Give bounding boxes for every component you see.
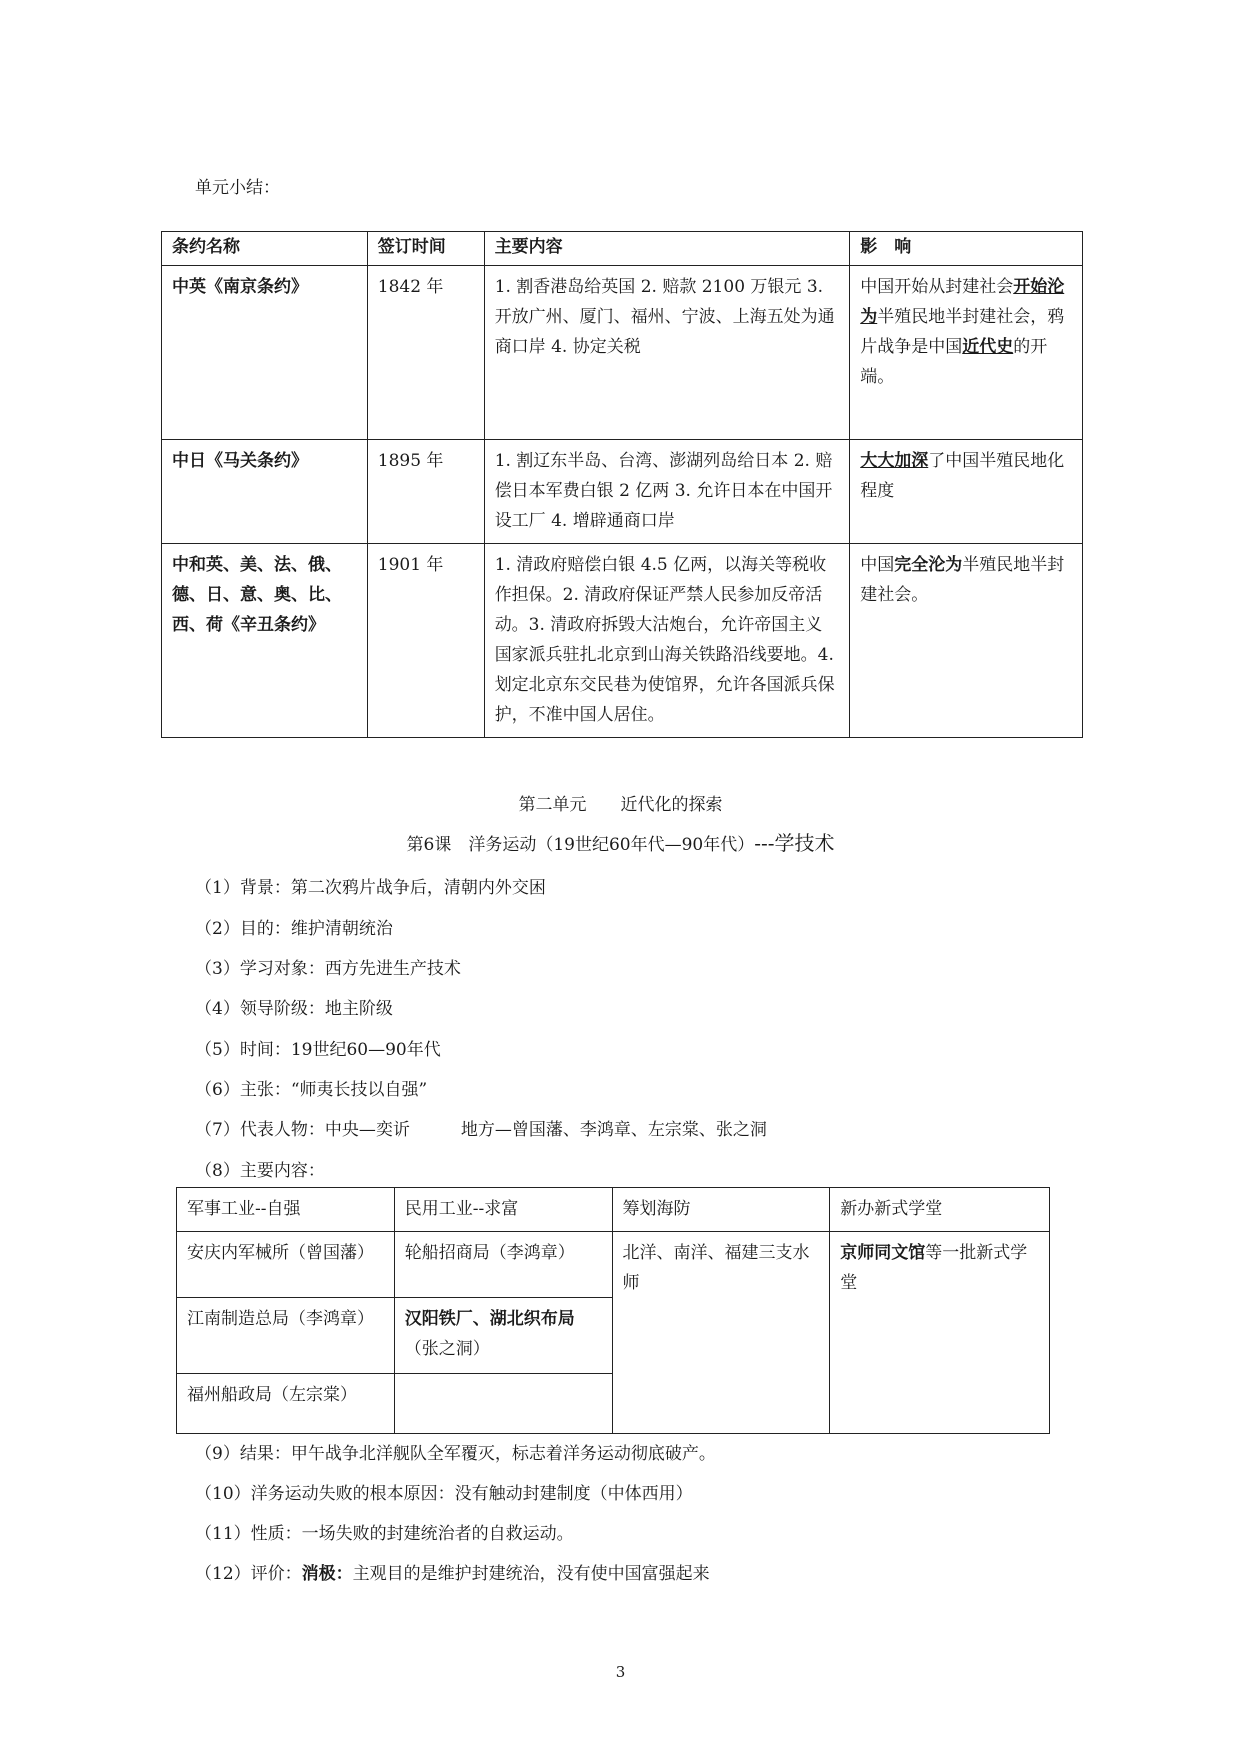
point-nature: （11）性质：一场失败的封建统治者的自救运动。 — [195, 1524, 574, 1544]
unit-title: 第二单元 近代化的探索 — [518, 795, 723, 815]
civil-item: 汉阳铁厂、湖北织布局（张之洞） — [394, 1298, 612, 1374]
table-row — [162, 544, 1083, 738]
civil-empty — [394, 1374, 612, 1434]
treaty-time: 1895 年 — [367, 440, 484, 544]
point-result: （9）结果：甲午战争北洋舰队全军覆灭，标志着洋务运动彻底破产。 — [195, 1444, 716, 1464]
treaty-time: 1842 年 — [367, 266, 484, 440]
table-row — [162, 440, 1083, 544]
header-impact: 影 响 — [850, 232, 1083, 266]
unit-summary-label: 单元小结： — [195, 178, 280, 198]
point-background: （1）背景：第二次鸦片战争后，清朝内外交困 — [195, 878, 546, 898]
header-signing-time: 签订时间 — [367, 232, 484, 266]
treaty-name: 中英《南京条约》 — [162, 266, 368, 440]
treaty-content: 1. 清政府赔偿白银 4.5 亿两，以海关等税收作担保。2. 清政府保证严禁人民参加反帝活动。3. 清政府拆毁大沽炮台，允许帝国主义国家派兵驻扎北京到山海关铁路沿线要地。4. 划定北京东交民巷为使馆界，允许各国派兵保护，不准中国人居住。 — [484, 544, 850, 738]
treaty-time: 1901 年 — [367, 544, 484, 738]
header-main-content: 主要内容 — [484, 232, 850, 266]
treaty-impact: 大大加深了中国半殖民地化程度 — [850, 440, 1083, 544]
military-item: 安庆内军械所（曾国藩） — [177, 1232, 395, 1298]
point-learning-target: （3）学习对象：西方先进生产技术 — [195, 959, 461, 979]
header-military-industry: 军事工业--自强 — [177, 1188, 395, 1232]
treaty-content: 1. 割香港岛给英国 2. 赔款 2100 万银元 3. 开放广州、厦门、福州、宁波、上海五处为通商口岸 4. 协定关税 — [484, 266, 850, 440]
treaty-name: 中日《马关条约》 — [162, 440, 368, 544]
point-main-content: （8）主要内容： — [195, 1161, 325, 1181]
table-row — [177, 1232, 1050, 1298]
header-civil-industry: 民用工业--求富 — [394, 1188, 612, 1232]
table-row — [162, 266, 1083, 440]
page-number: 3 — [615, 1663, 626, 1681]
content-table — [176, 1187, 1050, 1434]
header-naval-defense: 筹划海防 — [612, 1188, 830, 1232]
point-failure-cause: （10）洋务运动失败的根本原因：没有触动封建制度（中体西用） — [195, 1484, 693, 1504]
point-proposition: （6）主张：“师夷长技以自强” — [195, 1080, 428, 1100]
military-item: 福州船政局（左宗棠） — [177, 1374, 395, 1434]
treaty-impact: 中国完全沦为半殖民地半封建社会。 — [850, 544, 1083, 738]
treaty-impact: 中国开始从封建社会开始沦为半殖民地半封建社会，鸦片战争是中国近代史的开端。 — [850, 266, 1083, 440]
civil-item: 轮船招商局（李鸿章） — [394, 1232, 612, 1298]
navy-cell: 北洋、南洋、福建三支水师 — [612, 1232, 830, 1434]
military-item: 江南制造总局（李鸿章） — [177, 1298, 395, 1374]
point-purpose: （2）目的：维护清朝统治 — [195, 919, 393, 939]
header-treaty-name: 条约名称 — [162, 232, 368, 266]
header-new-schools: 新办新式学堂 — [830, 1188, 1050, 1232]
point-leading-class: （4）领导阶级：地主阶级 — [195, 999, 393, 1019]
lesson-title: 第6课 洋务运动（19世纪60年代—90年代）---学技术 — [406, 831, 835, 855]
point-time: （5）时间：19世纪60—90年代 — [195, 1040, 441, 1060]
point-representatives: （7）代表人物：中央—奕䜣 地方—曾国藩、李鸿章、左宗棠、张之洞 — [195, 1120, 767, 1140]
point-evaluation: （12）评价：消极：主观目的是维护封建统治，没有使中国富强起来 — [195, 1564, 710, 1584]
treaty-table — [161, 231, 1083, 738]
school-cell: 京师同文馆等一批新式学堂 — [830, 1232, 1050, 1434]
treaty-content: 1. 割辽东半岛、台湾、澎湖列岛给日本 2. 赔偿日本军费白银 2 亿两 3. 允许日本在中国开设工厂 4. 增辟通商口岸 — [484, 440, 850, 544]
treaty-name: 中和英、美、法、俄、德、日、意、奥、比、西、荷《辛丑条约》 — [162, 544, 368, 738]
